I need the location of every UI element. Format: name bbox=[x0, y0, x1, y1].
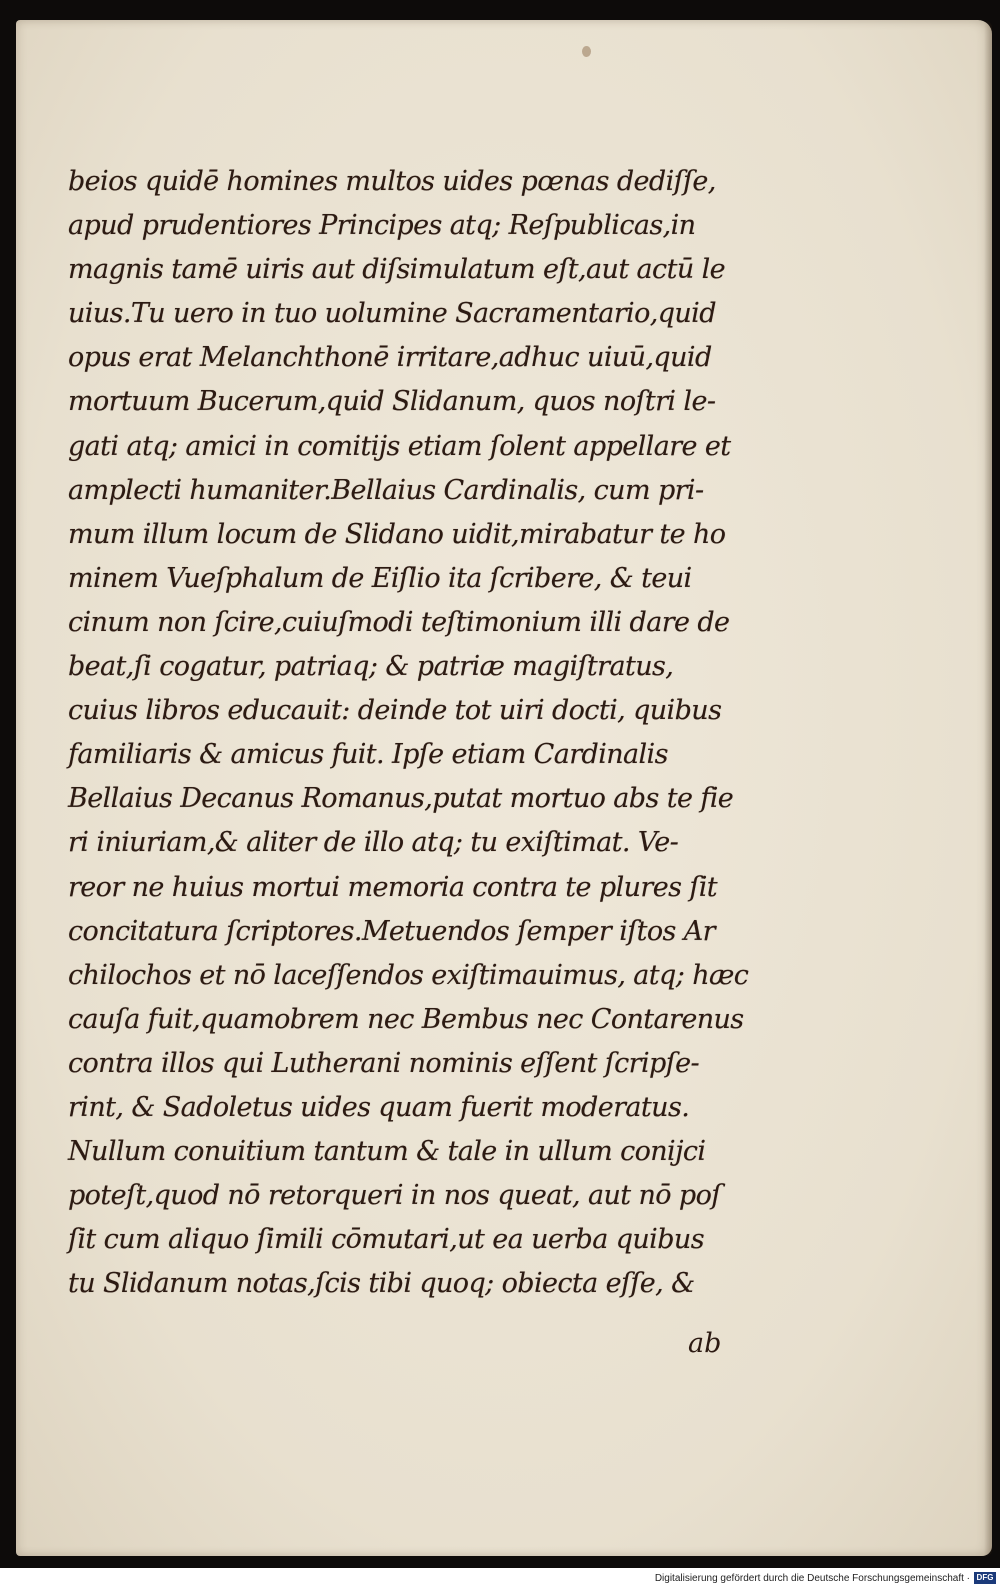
text-line: beat,ſi cogatur, patriaq; & patriæ magiſtratus, bbox=[68, 651, 674, 683]
dfg-logo: DFG bbox=[974, 1572, 996, 1584]
text-block bbox=[68, 160, 768, 1306]
page-edge-shadow bbox=[984, 20, 992, 1556]
footer-bar bbox=[0, 1568, 1000, 1592]
text-line: gati atq; amici in comitijs etiam ſolent appellare et bbox=[68, 430, 731, 462]
text-line: beios quidē homines multos uides pœnas dediſſe, bbox=[68, 166, 716, 197]
text-line: amplecti humaniter.Bellaius Cardinalis, cum pri- bbox=[68, 474, 704, 506]
text-line: tu Slidanum notas,ſcis tibi quoq; obiecta eſſe, & bbox=[68, 1268, 695, 1300]
text-line: ri iniuriam,& aliter de illo atq; tu exiſtimat. Ve- bbox=[68, 827, 679, 859]
text-line: ſit cum aliquo ſimili cōmutari,ut ea uerba quibus bbox=[68, 1224, 704, 1256]
text-line: chilochos et nō laceſſendos exiſtimauimus, atq; hæc bbox=[68, 959, 749, 991]
text-line: minem Vueſphalum de Eiſlio ita ſcribere, & teui bbox=[68, 562, 692, 594]
text-line: opus erat Melanchthonē irritare,adhuc uiuū,quid bbox=[68, 342, 712, 374]
text-line: poteſt,quod nō retorqueri in nos queat, aut nō poſ bbox=[68, 1180, 721, 1212]
text-line: familiaris & amicus fuit. Ipſe etiam Cardinalis bbox=[68, 739, 668, 771]
text-line: cauſa fuit,quamobrem nec Bembus nec Contarenus bbox=[68, 1003, 744, 1035]
text-line: cinum non ſcire,cuiuſmodi teſtimonium illi dare de bbox=[68, 606, 730, 638]
text-line: magnis tamē uiris aut diſsimulatum eſt,aut actū le bbox=[68, 254, 726, 286]
text-line: uius.Tu uero in tuo uolumine Sacramentario,quid bbox=[68, 298, 716, 330]
text-line: Bellaius Decanus Romanus,putat mortuo abs te fie bbox=[68, 783, 734, 815]
text-line: Nullum conuitium tantum & tale in ullum conijci bbox=[68, 1136, 706, 1168]
text-line: mortuum Bucerum,quid Slidanum, quos noſtri le- bbox=[68, 386, 716, 418]
funding-credit: Digitalisierung gefördert durch die Deutsche Forschungsgemeinschaft · bbox=[654, 1573, 970, 1584]
text-line: cuius libros educauit: deinde tot uiri docti, quibus bbox=[68, 695, 722, 727]
text-line: concitatura ſcriptores.Metuendos ſemper iſtos Ar bbox=[68, 915, 715, 947]
text-line: rint, & Sadoletus uides quam fuerit moderatus. bbox=[68, 1091, 690, 1123]
catchword: ab bbox=[688, 1328, 722, 1359]
paper-stain bbox=[582, 46, 591, 57]
text-line: contra illos qui Lutherani nominis eſſent ſcripſe- bbox=[68, 1047, 699, 1079]
text-line: reor ne huius mortui memoria contra te plures ſit bbox=[68, 871, 718, 903]
text-line: mum illum locum de Slidano uidit,mirabatur te ho bbox=[68, 518, 726, 550]
text-line: apud prudentiores Principes atq; Reſpublicas,in bbox=[68, 210, 696, 242]
